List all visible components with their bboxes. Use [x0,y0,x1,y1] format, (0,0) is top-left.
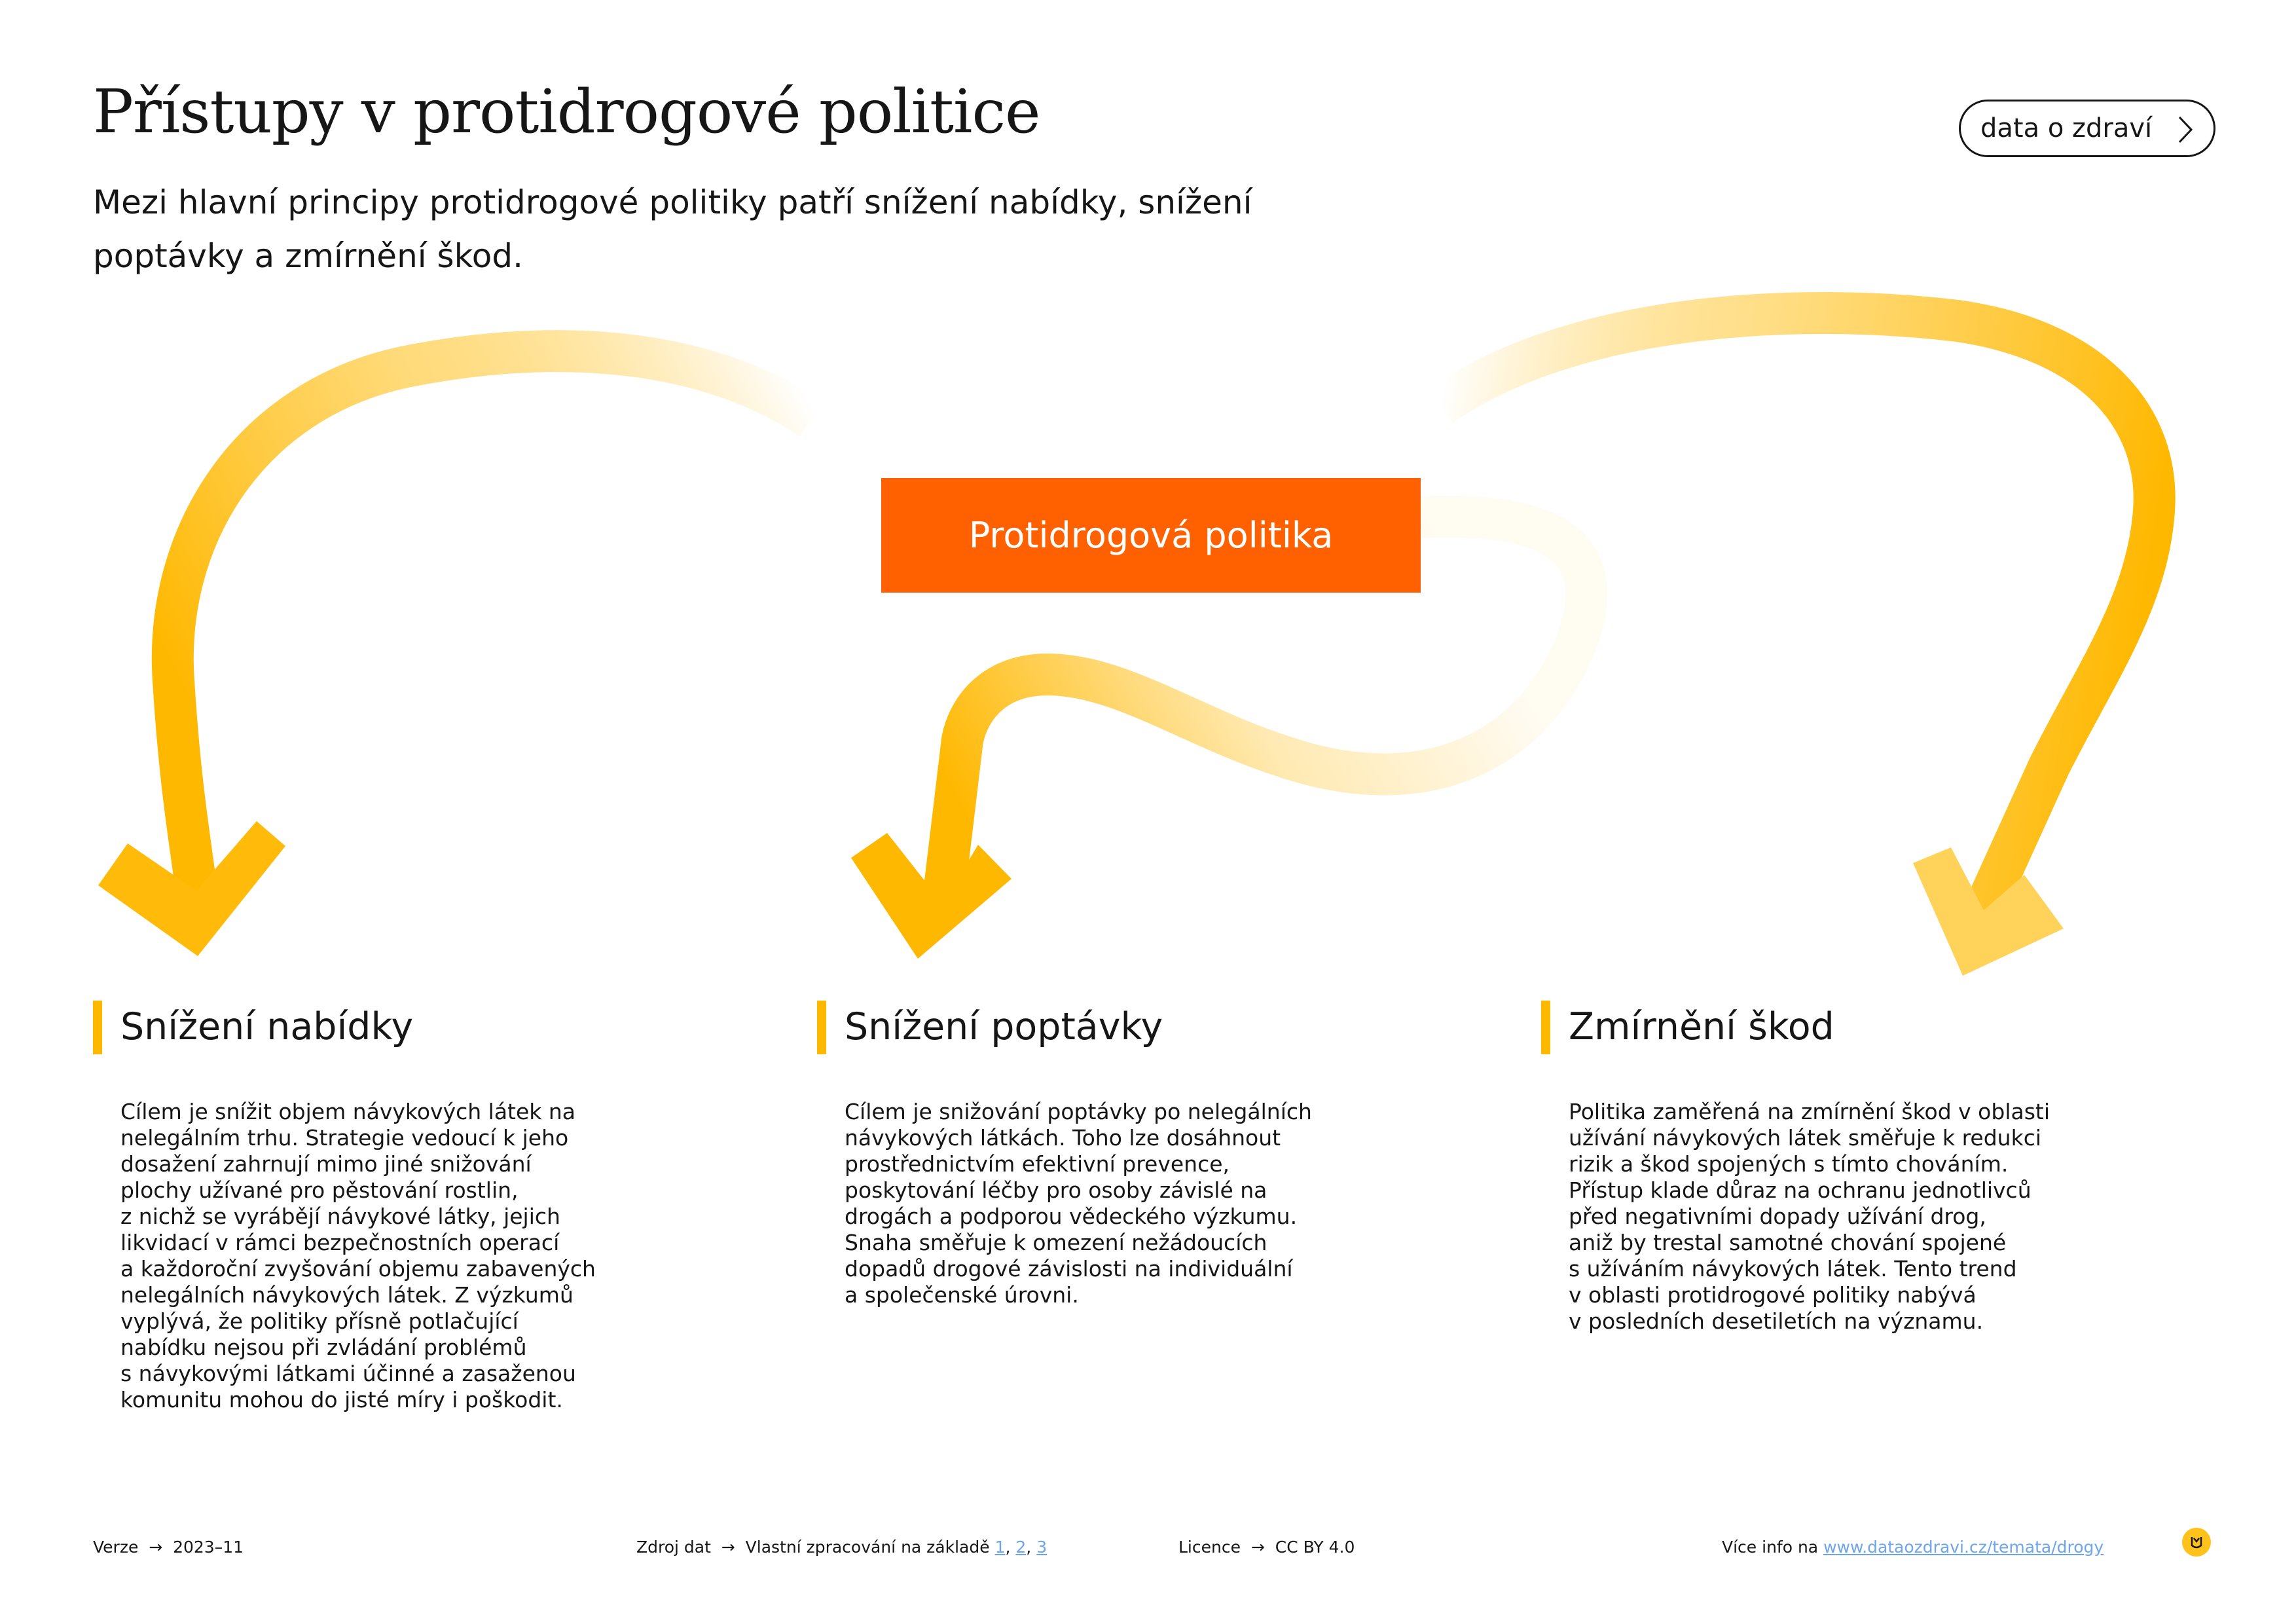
center-node-label: Protidrogová politika [968,515,1334,556]
footer-version [93,1538,244,1557]
source-label: Zdroj dat [636,1538,711,1557]
column-title: Zmírnění škod [1569,1005,1834,1048]
arrow-right-icon: → [716,1538,740,1557]
accent-bar [817,1001,826,1054]
arrow-right-icon: → [143,1538,168,1557]
arrow-right-icon: → [1245,1538,1270,1557]
column-title: Snížení nabídky [120,1005,414,1048]
license-value: CC BY 4.0 [1275,1538,1355,1557]
source-value: Vlastní zpracování na základě [745,1538,990,1557]
brand-logo-icon [2182,1528,2211,1557]
version-label: Verze [93,1538,139,1557]
logo-mark-icon [2187,1532,2206,1552]
license-label: Licence [1178,1538,1241,1557]
more-info-link[interactable]: www.dataozdravi.cz/temata/drogy [1823,1538,2104,1557]
column-text: Cílem je snižování poptávky po nelegálních návykových látkách. Toho lze dosáhnout prostřednictvím efektivní prevence, poskytování léčby pro osoby závislé na drogách a podporou vědeckého výzkumu. Snaha směřuje k omezení nežádoucích dopadů drogové závislosti na individuální a společenské úrovni. [845,1099,1312,1308]
version-value: 2023–11 [173,1538,244,1557]
center-node [881,478,1421,593]
arrow-to-snizeni-nabidky [173,351,812,891]
footer-source: Zdroj dat → Vlastní zpracování na základě 1, 2, 3 [636,1538,1048,1557]
column-title: Snížení poptávky [845,1005,1163,1048]
footer-license [1178,1538,1355,1557]
page-title: Přístupy v protidrogové politice [93,77,1040,147]
column-text: Cílem je snížit objem návykových látek na nelegálním trhu. Strategie vedoucí k jeho dosažení zahrnují mimo jiné snižování plochy užívané pro pěstování rostlin, z nichž se vyrábějí návykové látky, jejich likvidací v rámci bezpečnostních operací a každoroční zvyšování objemu zabavených nelegálních návykových látek. Z výzkumů vyplývá, že politiky přísně potlačující nabídku nejsou při zvládání problémů s návykovými látkami účinné a zasaženou komunitu mohou do jisté míry i poškodit. [120,1099,596,1412]
footer-more-info [1722,1538,2104,1557]
data-o-zdravi-label: data o zdraví [1980,113,2153,143]
arrow-to-zmirneni-skod [1440,313,2155,910]
source-ref-1[interactable]: 1 [994,1538,1006,1557]
accent-bar [1541,1001,1550,1054]
source-ref-3[interactable]: 3 [1036,1538,1048,1557]
source-ref-2[interactable]: 2 [1015,1538,1027,1557]
accent-bar [93,1001,102,1054]
more-info-label: Více info na [1722,1538,1819,1557]
page-subtitle: Mezi hlavní principy protidrogové politiky patří snížení nabídky, snížení poptávky a zmírnění škod. [93,183,1252,275]
column-text: Politika zaměřená na zmírnění škod v oblasti užívání návykových látek směřuje k redukci rizik a škod spojených s tímto chováním. Přístup klade důraz na ochranu jednotlivců před negativními dopady užívání drog, aniž by trestal samotné chování spojené s užíváním návykových látek. Tento trend v oblasti protidrogové politiky nabývá v posledních desetiletích na významu. [1569,1099,2050,1334]
